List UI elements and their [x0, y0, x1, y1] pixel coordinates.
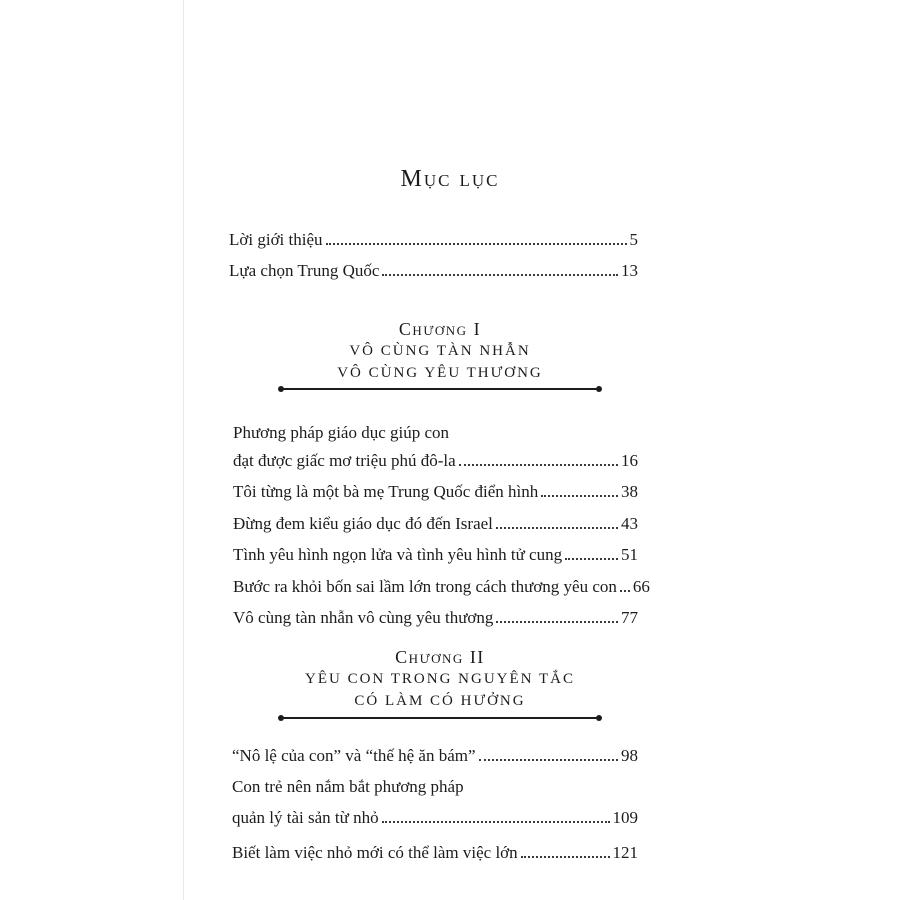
entry-page-number: 5 [629, 230, 638, 249]
toc-entry [233, 572, 650, 598]
chapter-label: Chương I [398, 319, 482, 339]
entry-title: Tình yêu hình ngọn lửa và tình yêu hình tử cung [233, 545, 563, 564]
chapter-label: Chương II [395, 647, 485, 667]
toc-entry [233, 509, 638, 535]
chapter-divider [281, 388, 599, 390]
entry-page-number: 16 [621, 451, 638, 470]
page-fold-line [183, 0, 184, 900]
chapter-subtitle-line: VÔ CÙNG YÊU THƯƠNG [337, 365, 543, 381]
toc-entry [233, 603, 638, 629]
chapter-divider [281, 717, 599, 719]
dot-leader [326, 242, 627, 245]
entry-title: Lời giới thiệu [229, 230, 323, 249]
entry-page-number: 109 [612, 808, 638, 827]
entry-page-number: 66 [632, 577, 650, 596]
dot-leader [496, 526, 618, 529]
entry-title-line: Con trẻ nên nắm bắt phương pháp [232, 777, 464, 796]
toc-entry [232, 741, 638, 767]
toc-entry [232, 803, 638, 829]
entry-title: Biết làm việc nhỏ mới có thể làm việc lớn [232, 843, 518, 862]
dot-leader [496, 620, 618, 623]
entry-page-number: 51 [621, 545, 638, 564]
dot-leader [541, 494, 618, 497]
toc-entry [233, 477, 638, 503]
entry-title: Bước ra khỏi bốn sai lầm lớn trong cách thương yêu con [233, 577, 617, 596]
entry-title: Vô cùng tàn nhẫn vô cùng yêu thương [233, 608, 494, 627]
entry-page-number: 121 [612, 843, 638, 862]
toc-entry [232, 838, 638, 864]
entry-title: Lựa chọn Trung Quốc [229, 261, 380, 280]
toc-entry [233, 540, 638, 566]
entry-page-number: 38 [621, 482, 638, 501]
dot-leader [479, 758, 618, 761]
entry-title: Đừng đem kiểu giáo dục đó đến Israel [233, 514, 493, 533]
entry-title-line: Phương pháp giáo dục giúp con [233, 423, 450, 442]
chapter-heading [270, 646, 610, 712]
chapter-subtitle-line: YÊU CON TRONG NGUYÊN TẮC [305, 671, 575, 687]
entry-page-number: 98 [621, 746, 638, 765]
entry-title: đạt được giấc mơ triệu phú đô-la [233, 451, 456, 470]
chapter-subtitle-line: VÔ CÙNG TÀN NHẪN [349, 343, 531, 359]
chapter-heading [270, 318, 610, 384]
entry-page-number: 13 [621, 261, 638, 280]
dot-leader [382, 273, 618, 276]
dot-leader [459, 463, 618, 466]
dot-leader [620, 589, 630, 592]
toc-entry [229, 256, 638, 282]
toc-title: Mục lục [400, 166, 500, 192]
entry-page-number: 77 [621, 608, 638, 627]
chapter-subtitle-line: CÓ LÀM CÓ HƯỞNG [354, 693, 526, 709]
toc-entry [229, 225, 638, 251]
entry-page-number: 43 [621, 514, 638, 533]
dot-leader [565, 557, 618, 560]
dot-leader [382, 820, 610, 823]
entry-title: “Nô lệ của con” và “thế hệ ăn bám” [232, 746, 476, 765]
entry-title: Tôi từng là một bà mẹ Trung Quốc điển hình [233, 482, 539, 501]
entry-title: quản lý tài sản từ nhỏ [232, 808, 379, 827]
toc-entry [233, 446, 638, 472]
dot-leader [521, 855, 610, 858]
